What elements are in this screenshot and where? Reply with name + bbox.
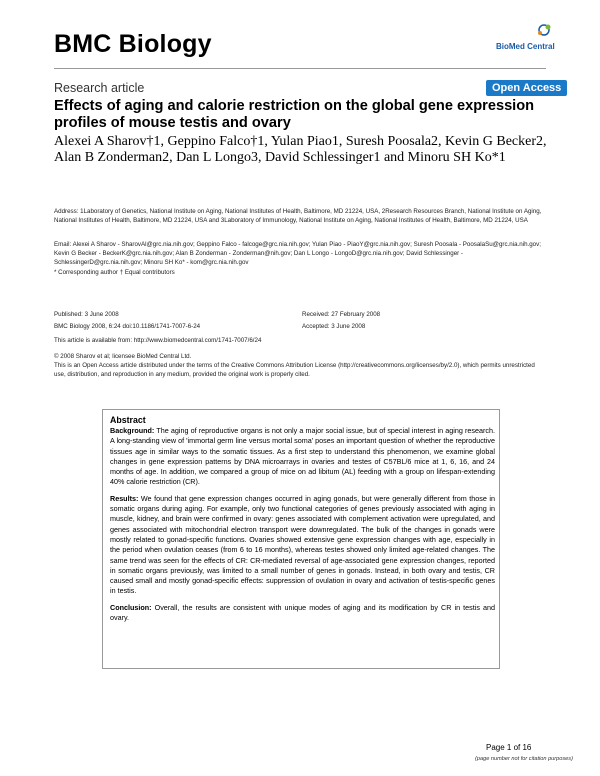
abstract-background xyxy=(110,426,495,488)
logo-text: BioMed Central xyxy=(496,42,555,51)
published-date: Published: 3 June 2008 xyxy=(54,311,119,318)
open-access-badge: Open Access xyxy=(486,80,567,96)
received-date: Received: 27 February 2008 xyxy=(302,311,381,318)
conclusion-label: Conclusion: xyxy=(110,602,152,612)
article-type: Research article xyxy=(54,81,145,95)
accepted-date: Accepted: 3 June 2008 xyxy=(302,323,366,331)
background-label: Background: xyxy=(110,426,155,435)
abstract-results xyxy=(110,494,495,597)
email-list: Email: Alexei A Sharov - SharovAl@grc.nia.nih.gov; Geppino Falco - falcoge@grc.nia.nih.gov; Yulan Piao - PiaoY@grc.nia.nih.gov; Suresh Poosala - PoosalaSu@grc.nia.nih.gov; Kevin G Becker - BeckerK@grc.nia.nih.gov; Alan B Zonderman - Zonderman@nih.gov; Dan L Longo - LongoD@grc.nia.nih.gov; David Schlessinger - SchlessingerD@grc.nia.nih.gov; Minoru SH Ko* - kom@grc.nia.nih.gov xyxy=(54,241,541,267)
conclusion-text: Overall, the results are consistent with unique modes of aging and its modification by CR in testis and ovary. xyxy=(110,602,495,623)
affiliation-address: Address: 1Laboratory of Genetics, National Institute on Aging, National Institutes of Health, Baltimore, MD 21224, USA, 2Research Resources Branch, National Institute on Aging, National Institutes of Health, Baltimore, MD 21224, USA and 3Laboratory of Immunology, National Institute on Aging, National Institutes of Health, Baltimore, MD 21224, USA xyxy=(54,208,542,225)
article-url[interactable]: This article is available from: http://www.biomedcentral.com/1741-7007/6/24 xyxy=(54,337,262,344)
abstract-conclusion xyxy=(110,603,495,624)
page-number-note: (page number not for citation purposes) xyxy=(475,756,573,762)
publication-info-left xyxy=(54,310,304,334)
results-label: Results: xyxy=(110,493,139,503)
header-divider xyxy=(54,68,546,69)
copyright-block xyxy=(54,352,546,380)
biomed-central-logo xyxy=(496,22,566,52)
results-text: We found that gene expression changes occurred in aging gonads, but were generally different from those in somatic organs during aging. For example, only two functional categories of genes previously associated with aging in muscle, kidney, and brain were confirmed in ovary: genes associated with complement activation were upregulated, and genes associated with mitochondrial electron transport were downregulated. The bulk of the changes in gonads were mostly related to gonad-specific functions. Ovaries showed extensive gene expression changes with age, especially in the period when ovulation ceases (from 6 to 16 months), whereas testes showed only limited age-related changes. The same trend was seen for the effects of CR: CR-mediated reversal of age-associated gene expression changes, reported in somatic organs previously, was limited to a small number of genes in gonads. Instead, in both ovary and testis, CR caused small and mostly gonad-specific effects: suppression of ovulation in ovary and activation of testis-specific genes in testis. xyxy=(110,493,495,596)
logo-mark-icon xyxy=(496,22,566,44)
copyright-line: © 2008 Sharov et al; licensee BioMed Central Ltd. xyxy=(54,353,192,360)
publication-info-right xyxy=(302,310,542,334)
abstract-body xyxy=(110,426,495,629)
corresponding-note: * Corresponding author † Equal contributors xyxy=(54,268,175,276)
email-block xyxy=(54,240,546,277)
background-text: The aging of reproductive organs is not only a major social issue, but of special interest in aging research. A long-standing view of 'immortal germ line versus mortal soma' poses an important question of whether the reproductive tissues age in similar ways to the somatic tissues. As a first step to understand this phenomenon, we examine global changes in gene expression patterns by DNA microarrays in ovaries and testes of C57BL/6 mice at 1, 6, 16, and 24 months of age. In addition, we compared a group of mice on ad libitum (AL) feeding with a group on lifespan-extending 40% calorie restriction (CR). xyxy=(110,426,495,487)
abstract-heading: Abstract xyxy=(110,415,146,425)
author-list: Alexei A Sharov†1, Geppino Falco†1, Yulan Piao1, Suresh Poosala2, Kevin G Becker2, Alan B Zonderman2, Dan L Longo3, David Schlessinger1 and Minoru SH Ko*1 xyxy=(54,134,547,165)
page-number: Page 1 of 16 xyxy=(486,743,532,752)
citation-doi: BMC Biology 2008, 6:24 doi:10.1186/1741-7007-6-24 xyxy=(54,323,201,331)
license-text: This is an Open Access article distributed under the terms of the Creative Commons Attribution License (http://creativecommons.org/licenses/by/2.0), which permits unrestricted use, distribution, and reproduction in any medium, provided the original work is properly cited. xyxy=(54,362,535,379)
journal-title: BMC Biology xyxy=(54,30,212,58)
article-title: Effects of aging and calorie restriction on the global gene expression profiles of mouse testis and ovary xyxy=(54,98,535,131)
